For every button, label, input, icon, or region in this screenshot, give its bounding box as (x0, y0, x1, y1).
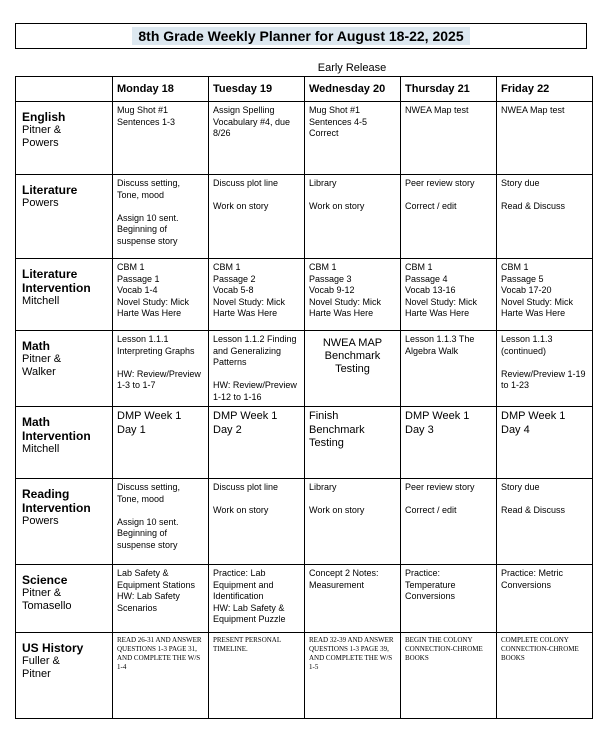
planner-cell: Finish Benchmark Testing (305, 407, 401, 479)
planner-cell: Discuss plot line Work on story (209, 479, 305, 565)
planner-table (15, 76, 593, 719)
table-row (16, 479, 593, 565)
day-header: Wednesday 20 (305, 77, 401, 102)
subject-cell (16, 407, 113, 479)
subject-teacher: Mitchell (22, 443, 60, 455)
planner-cell: Practice: Lab Equipment and Identification HW: Lab Safety & Equipment Puzzle (209, 565, 305, 633)
planner-cell: Lesson 1.1.3 (continued) Review/Preview 1-19 to 1-23 (497, 331, 593, 407)
planner-cell: Library Work on story (305, 479, 401, 565)
subject-name: Reading Intervention (22, 487, 91, 515)
planner-cell: PRESENT PERSONAL TIMELINE. (209, 633, 305, 719)
planner-cell: CBM 1 Passage 2 Vocab 5-8 Novel Study: Mick Harte Was Here (209, 259, 305, 331)
subject-teacher: Pitner & Tomasello (22, 587, 72, 612)
planner-cell: Practice: Temperature Conversions (401, 565, 497, 633)
table-row (16, 407, 593, 479)
subject-cell (16, 331, 113, 407)
planner-cell: Assign Spelling Vocabulary #4, due 8/26 (209, 102, 305, 175)
planner-cell: Lab Safety & Equipment Stations HW: Lab Safety Scenarios (113, 565, 209, 633)
subject-name: Literature Intervention (22, 267, 91, 295)
planner-cell: CBM 1 Passage 4 Vocab 13-16 Novel Study: Mick Harte Was Here (401, 259, 497, 331)
table-row (16, 633, 593, 719)
planner-cell: Lesson 1.1.2 Finding and Generalizing Patterns HW: Review/Preview 1-12 to 1-16 (209, 331, 305, 407)
subject-cell (16, 479, 113, 565)
planner-cell: READ 32-39 AND ANSWER QUESTIONS 1-3 PAGE 39, AND COMPLETE THE W/S 1-5 (305, 633, 401, 719)
corner-cell (16, 77, 113, 102)
subject-name: Science (22, 573, 68, 587)
planner-cell: Discuss plot line Work on story (209, 175, 305, 259)
header-row (16, 77, 593, 102)
planner-cell: NWEA Map test (401, 102, 497, 175)
planner-cell: Concept 2 Notes: Measurement (305, 565, 401, 633)
planner-cell: Mug Shot #1 Sentences 4-5 Correct (305, 102, 401, 175)
planner-cell: DMP Week 1 Day 3 (401, 407, 497, 479)
table-row (16, 102, 593, 175)
planner-cell: Discuss setting, Tone, mood Assign 10 sent. Beginning of suspense story (113, 479, 209, 565)
subject-teacher: Powers (22, 515, 59, 527)
planner-cell: Peer review story Correct / edit (401, 175, 497, 259)
planner-cell: Discuss setting, Tone, mood Assign 10 sent. Beginning of suspense story (113, 175, 209, 259)
planner-cell: BEGIN THE COLONY CONNECTION-CHROME BOOKS (401, 633, 497, 719)
early-release-note: Early Release (317, 62, 387, 74)
planner-cell: Lesson 1.1.3 The Algebra Walk (401, 331, 497, 407)
subject-cell (16, 175, 113, 259)
planner-cell: Peer review story Correct / edit (401, 479, 497, 565)
subject-name: Math (22, 339, 50, 353)
page-title: 8th Grade Weekly Planner for August 18-22, 2025 (132, 27, 469, 45)
planner-cell: NWEA Map test (497, 102, 593, 175)
planner-cell: Story due Read & Discuss (497, 479, 593, 565)
planner-cell: Lesson 1.1.1 Interpreting Graphs HW: Review/Preview 1-3 to 1-7 (113, 331, 209, 407)
planner-cell: Library Work on story (305, 175, 401, 259)
planner-cell: Mug Shot #1 Sentences 1-3 (113, 102, 209, 175)
subject-teacher: Pitner & Walker (22, 353, 62, 378)
planner-cell: COMPLETE COLONY CONNECTION-CHROME BOOKS (497, 633, 593, 719)
planner-cell: NWEA MAP Benchmark Testing (305, 331, 401, 407)
planner-cell: Story due Read & Discuss (497, 175, 593, 259)
planner-cell: CBM 1 Passage 1 Vocab 1-4 Novel Study: Mick Harte Was Here (113, 259, 209, 331)
subject-cell (16, 565, 113, 633)
table-row (16, 259, 593, 331)
subject-name: English (22, 110, 66, 124)
table-row (16, 565, 593, 633)
subject-name: US History (22, 641, 84, 655)
subject-teacher: Pitner & Powers (22, 124, 62, 149)
subject-teacher: Powers (22, 197, 59, 209)
planner-cell: Practice: Metric Conversions (497, 565, 593, 633)
subject-name: Math Intervention (22, 415, 91, 443)
title-box (15, 23, 587, 49)
day-header: Monday 18 (113, 77, 209, 102)
subject-teacher: Mitchell (22, 295, 60, 307)
day-header: Friday 22 (497, 77, 593, 102)
table-row (16, 331, 593, 407)
planner-cell: DMP Week 1 Day 4 (497, 407, 593, 479)
planner-cell: DMP Week 1 Day 1 (113, 407, 209, 479)
planner-cell: CBM 1 Passage 5 Vocab 17-20 Novel Study: Mick Harte Was Here (497, 259, 593, 331)
subject-cell (16, 102, 113, 175)
subject-teacher: Fuller & Pitner (22, 655, 60, 680)
day-header: Tuesday 19 (209, 77, 305, 102)
subject-cell (16, 259, 113, 331)
planner-cell: CBM 1 Passage 3 Vocab 9-12 Novel Study: Mick Harte Was Here (305, 259, 401, 331)
subject-cell (16, 633, 113, 719)
table-row (16, 175, 593, 259)
planner-cell: READ 26-31 AND ANSWER QUESTIONS 1-3 PAGE 31, AND COMPLETE THE W/S 1-4 (113, 633, 209, 719)
planner-cell: DMP Week 1 Day 2 (209, 407, 305, 479)
subject-name: Literature (22, 183, 78, 197)
day-header: Thursday 21 (401, 77, 497, 102)
